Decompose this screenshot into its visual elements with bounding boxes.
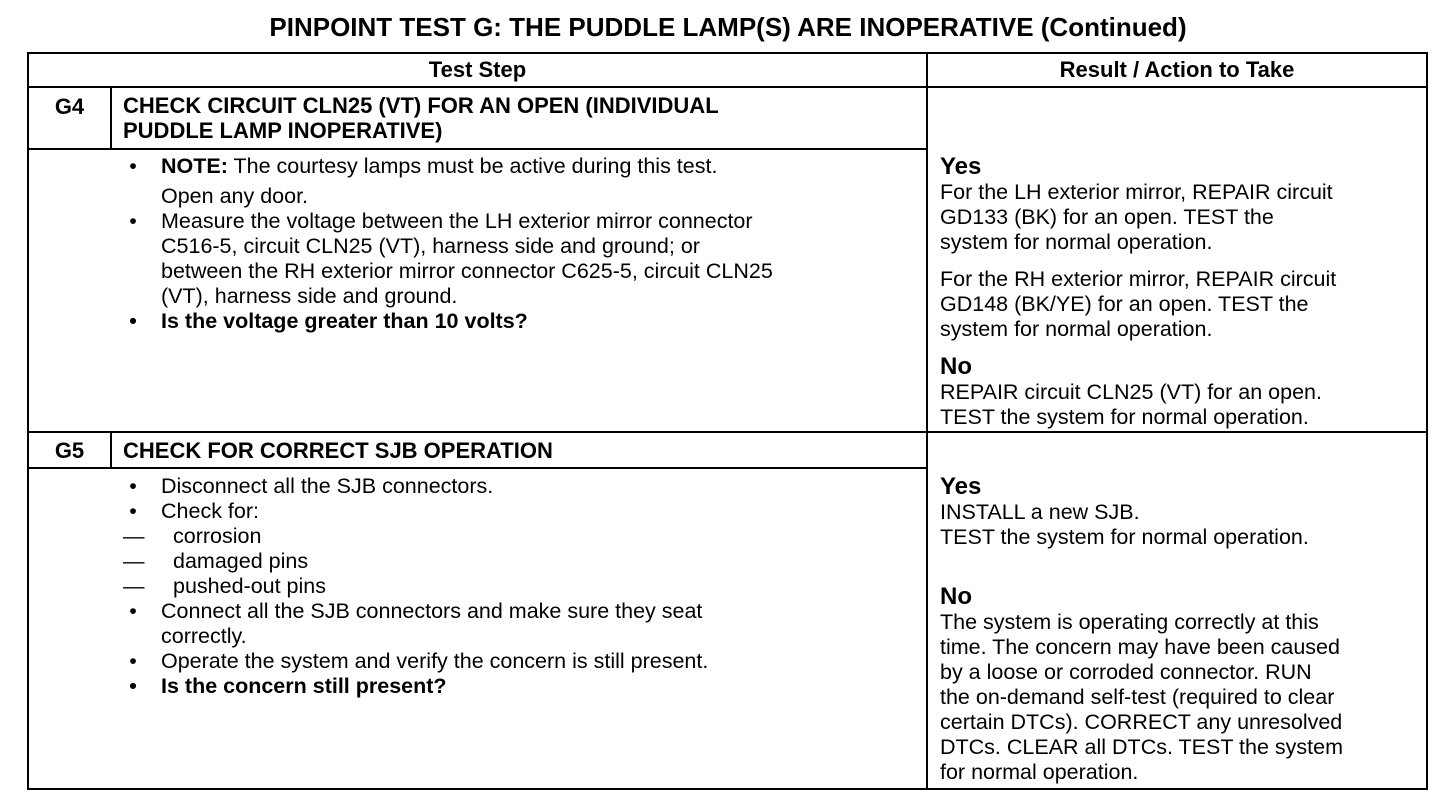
result-no-label: No bbox=[940, 583, 972, 610]
list-item: • NOTE: The courtesy lamps must be active during this test. bbox=[129, 154, 718, 178]
sub-list-item: — damaged pins bbox=[123, 549, 309, 573]
g4-title-divider bbox=[27, 148, 928, 150]
result-g4: Yes For the LH exterior mirror, REPAIR circuit GD133 (BK) for an open. TEST the system for normal operation. For the RH exterior mirror, REPAIR circuit GD148 (BK/YE) for an open. TEST the system for normal operation. No REPAIR circuit CLN25 (VT) for an open. TEST the system for normal operation. bbox=[940, 153, 1337, 429]
column-divider bbox=[926, 52, 928, 790]
sub-list-item: — corrosion bbox=[123, 524, 262, 548]
sub-list-item: — pushed-out pins bbox=[123, 574, 326, 598]
page-title: PINPOINT TEST G: THE PUDDLE LAMP(S) ARE INOPERATIVE (Continued) bbox=[269, 12, 1187, 42]
step-title-g4: CHECK CIRCUIT CLN25 (VT) FOR AN OPEN (INDIVIDUAL PUDDLE LAMP INOPERATIVE) bbox=[123, 93, 719, 143]
list-item: • Operate the system and verify the concern is still present. bbox=[129, 649, 709, 673]
header-result-action: Result / Action to Take bbox=[1059, 57, 1295, 82]
result-yes-label: Yes bbox=[940, 153, 982, 180]
g5-title-divider bbox=[27, 467, 928, 469]
step-id-divider-g4 bbox=[110, 86, 112, 149]
list-item: • Check for: bbox=[129, 499, 259, 523]
row-divider bbox=[27, 431, 1428, 433]
result-g5: Yes INSTALL a new SJB. TEST the system for normal operation. No The system is operating correctly at this time. The concern may have been caused by a loose or corroded connector. RUN the on-demand self-test (required to clear certain DTCs). CORRECT any unresolved DTCs. CLEAR all DTCs. TEST the system for normal operation. bbox=[940, 473, 1344, 784]
step-id-g5: G5 bbox=[54, 438, 85, 463]
step-instructions-g4 bbox=[123, 154, 773, 334]
step-title-g5: CHECK FOR CORRECT SJB OPERATION bbox=[123, 438, 553, 463]
list-item-question: • Is the voltage greater than 10 volts? bbox=[129, 309, 528, 333]
step-id-g4: G4 bbox=[54, 94, 85, 119]
header-divider bbox=[27, 86, 1428, 88]
header-test-step: Test Step bbox=[428, 57, 527, 82]
list-item: • Connect all the SJB connectors and make sure they seat correctly. bbox=[129, 599, 703, 648]
result-yes-label: Yes bbox=[940, 473, 982, 500]
step-instructions-g5 bbox=[123, 474, 708, 699]
list-item: • Disconnect all the SJB connectors. bbox=[129, 474, 494, 498]
list-item-continued: Open any door. bbox=[161, 184, 309, 208]
list-item-question: • Is the concern still present? bbox=[129, 674, 447, 698]
step-id-divider-g5 bbox=[110, 431, 112, 468]
result-no-label: No bbox=[940, 353, 972, 380]
list-item: • Measure the voltage between the LH exterior mirror connector C516-5, circuit CLN25 (VT), harness side and ground; or between the RH exterior mirror connector C625-5, circuit CLN25 (VT), harness side and ground. bbox=[129, 209, 773, 308]
